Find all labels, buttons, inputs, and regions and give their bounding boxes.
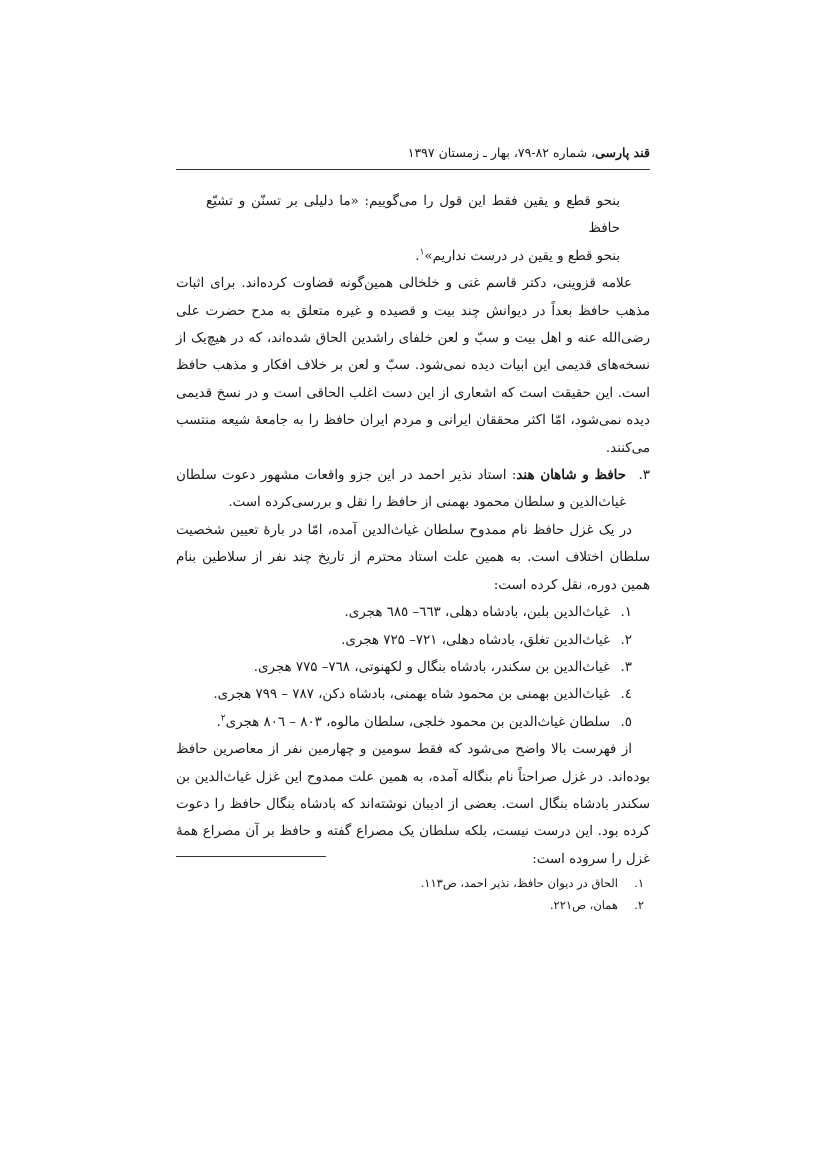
section-title: حافظ و شاهان هند xyxy=(516,467,626,484)
list-item xyxy=(176,654,650,681)
footnote-1 xyxy=(176,872,650,894)
footnote-number: ۱. xyxy=(634,876,644,890)
footnote-text: همان، ص۲۲۱. xyxy=(549,898,618,912)
list-item-text: غیاث‌الدین بهمنی بن محمود شاه بهمنی، بادشاه دکن، ۷۸۷ – ۷۹۹ هجری. xyxy=(213,687,610,703)
article-body xyxy=(176,188,650,873)
running-header xyxy=(176,143,650,163)
quote-block xyxy=(176,188,650,270)
journal-title: قند پارسی xyxy=(595,145,650,160)
section-body: : استاد نذیر احمد در این جزو واقعات مشهور دعوت سلطان غیاث‌الدین و سلطان محمود بهمنی از حافظ را نقل و بررسی‌کرده است. xyxy=(176,468,626,511)
list-item-number: ۳. xyxy=(620,659,632,675)
quote-line-2: بنحو قطع و یقین در درست نداریم»$^۱$. xyxy=(415,247,620,264)
list-item xyxy=(176,709,650,736)
list-item-text: سلطان غیاث‌الدین بن محمود خلجی، سلطان مالوه، ۸۰۳ – ۸۰٦ هجری$^۲$. xyxy=(216,713,610,730)
paragraph-2: در یک غزل حافظ نام ممدوح سلطان غیاث‌الدین آمده، امّا در بارهٔ تعیین شخصیت سلطان اختلاف است. به همین علت استاد محترم از تاریخ چند نفر از سلاطین بنام همین دوره، نقل کرده است: xyxy=(176,522,650,593)
quote-line-1: بنحو قطع و یقین فقط این قول را می‌گوییم: «ما دلیلی بر تسنّن و تشیّع حافظ xyxy=(206,194,620,237)
section-item-3 xyxy=(176,462,650,517)
section-number: ۳. xyxy=(638,468,650,484)
footnote-number: ۲. xyxy=(634,898,644,912)
list-item-text: غیاث‌الدین بن سکندر، بادشاه بنگال و لکهنوتی، ۷٦۸– ۷۷۵ هجری. xyxy=(253,659,610,675)
header-rule xyxy=(176,169,650,170)
footnote-text: الحاق در دیوان حافظ، نذیر احمد، ص۱۱۳. xyxy=(420,876,618,890)
quote-line-2-text: بنحو قطع و یقین در درست نداریم» xyxy=(424,248,620,264)
list-item xyxy=(176,599,650,626)
list-item-number: ۲. xyxy=(620,632,632,648)
paragraph-3: از فهرست بالا واضح می‌شود که فقط سومین و چهارمین نفر از معاصرین حافظ بوده‌اند. در غزل صراحتاً نام بنگاله آمده، به همین علت ممدوح این غزل غیاث‌الدین بن سکندر بادشاه بنگال است. بعضی از ادیبان نوشته‌اند که بادشاه بنگال حافظ را دعوت کرده بود. این درست نیست، بلکه سلطان یک مصراع گفته و حافظ بر آن مصراع همهٔ غزل را سروده است: xyxy=(176,742,650,867)
list-item-number: ٤. xyxy=(620,687,632,703)
footnote-rule xyxy=(176,856,326,857)
list-item xyxy=(176,681,650,708)
footnote-ref-2[interactable]: ۲ xyxy=(220,713,226,724)
list-item-text: غیاث‌الدین بلبن، بادشاه دهلی، ٦٦٣– ٦٨٥ هجری. xyxy=(344,605,610,621)
list-item-number: ٥. xyxy=(620,714,632,730)
issue-info: ، شماره ۸۲-۷۹، بهار ـ زمستان ۱۳۹۷ xyxy=(407,145,596,160)
footnote-ref-1[interactable]: ۱ xyxy=(419,247,425,258)
sultan-list xyxy=(176,599,650,736)
paragraph-1: علامه قزوینی، دکتر قاسم غنی و خلخالی همین‌گونه قضاوت کرده‌اند. برای اثبات مذهب حافظ بعداً در دیوانش چند بیت و قصیده و غیره متعلق به مدح حضرت علی رضی‌الله عنه و اهل بیت و سبّ و لعن خلفای راشدین الحاق شده‌اند، که در هیچ‌یک از نسخه‌های قدیمی این ابیات دیده نمی‌شود. سبّ و لعن بر خلاف افکار و مذهب حافظ است. این حقیقت است که اشعاری از این دست اغلب الحاقی است و در نسخ قدیمی دیده نمی‌شود، امّا اکثر محققان ایرانی و مردم ایران حافظ را به جامعهٔ شیعه منتسب می‌کنند. xyxy=(176,276,650,456)
list-item-text-body: سلطان غیاث‌الدین بن محمود خلجی، سلطان مالوه، ۸۰۳ – ۸۰٦ هجری xyxy=(225,714,610,730)
list-item xyxy=(176,627,650,654)
footnotes xyxy=(176,872,650,916)
section-text xyxy=(176,462,626,517)
footnote-2 xyxy=(176,894,650,916)
list-item-text: غیاث‌الدین تغلق، بادشاه دهلی، ۷۲۱– ۷۲۵ هجری. xyxy=(341,632,610,648)
list-item-number: ۱. xyxy=(620,605,632,621)
